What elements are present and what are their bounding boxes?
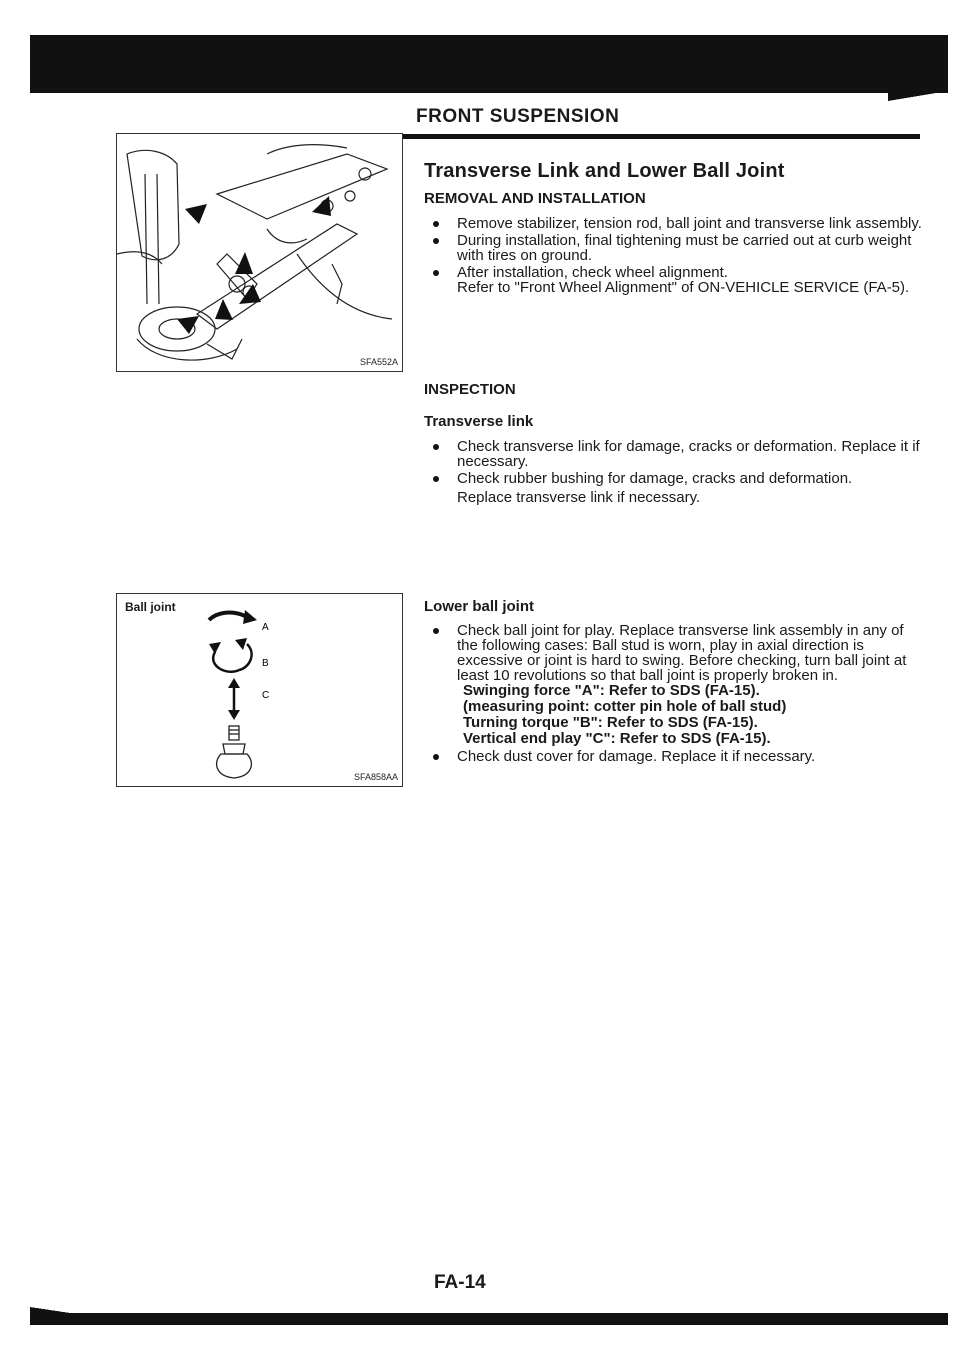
ball-joint-diagram bbox=[116, 593, 403, 787]
ball-joint-check-text: Check ball joint for play. Replace transverse link assembly in any of the following cases: Ball stud is worn, play in axial direction is excessive or joint is hard to swing. Before checking, turn ball joint at least 10 revolutions so that ball joint is properly broken in. bbox=[457, 622, 907, 684]
spec-vertical-end-play: Vertical end play "C": Refer to SDS (FA-15). bbox=[463, 730, 771, 747]
rotation-arrow-b bbox=[213, 652, 239, 672]
spec-turning-torque: Turning torque "B": Refer to SDS (FA-15). bbox=[463, 714, 758, 731]
ball-joint-section bbox=[424, 599, 924, 766]
figure-code: SFA858AA bbox=[353, 772, 398, 782]
section-title: FRONT SUSPENSION bbox=[416, 106, 620, 127]
figure-label: Ball joint bbox=[125, 600, 176, 614]
list-item: Check transverse link for damage, cracks or deformation. Replace it if necessary. bbox=[424, 439, 924, 469]
ball-joint-body bbox=[217, 726, 252, 778]
list-item: Check dust cover for damage. Replace it if necessary. bbox=[424, 749, 924, 764]
removal-section bbox=[424, 160, 924, 296]
marker-c: C bbox=[262, 690, 270, 701]
swing-arrow-a bbox=[209, 613, 245, 620]
suspension-drawing bbox=[117, 134, 402, 371]
transverse-list bbox=[424, 439, 924, 486]
spec-swinging-force: Swinging force "A": Refer to SDS (FA-15). bbox=[463, 682, 760, 699]
marker-b: B bbox=[262, 658, 269, 669]
list-item: During installation, final tightening must be carried out at curb weight with tires on ground. bbox=[424, 233, 924, 263]
suspension-illustration bbox=[116, 133, 403, 372]
removal-heading: REMOVAL AND INSTALLATION bbox=[424, 190, 646, 207]
removal-note: Refer to "Front Wheel Alignment" of ON-VEHICLE SERVICE (FA-5). bbox=[457, 279, 910, 296]
list-item bbox=[424, 623, 924, 747]
page-number: FA-14 bbox=[434, 1272, 486, 1293]
transverse-link-heading: Transverse link bbox=[424, 413, 534, 430]
inspection-section bbox=[424, 382, 924, 505]
spec-measuring-point: (measuring point: cotter pin hole of ball stud) bbox=[463, 698, 787, 715]
title-rule-thick bbox=[400, 134, 920, 139]
header-band bbox=[30, 35, 948, 93]
ball-joint-drawing bbox=[117, 594, 402, 786]
marker-a: A bbox=[262, 622, 269, 633]
ball-joint-list bbox=[424, 623, 924, 764]
list-item: After installation, check wheel alignment. bbox=[424, 265, 924, 280]
page-title: Transverse Link and Lower Ball Joint bbox=[424, 160, 785, 182]
transverse-note: Replace transverse link if necessary. bbox=[457, 489, 701, 506]
figure-code: SFA552A bbox=[359, 357, 398, 367]
list-item: Check rubber bushing for damage, cracks and deformation. bbox=[424, 471, 924, 486]
lower-ball-joint-heading: Lower ball joint bbox=[424, 598, 535, 615]
inspection-heading: INSPECTION bbox=[424, 381, 516, 398]
list-item: Remove stabilizer, tension rod, ball joint and transverse link assembly. bbox=[424, 216, 924, 231]
removal-list bbox=[424, 216, 924, 280]
footer-band bbox=[30, 1313, 948, 1325]
